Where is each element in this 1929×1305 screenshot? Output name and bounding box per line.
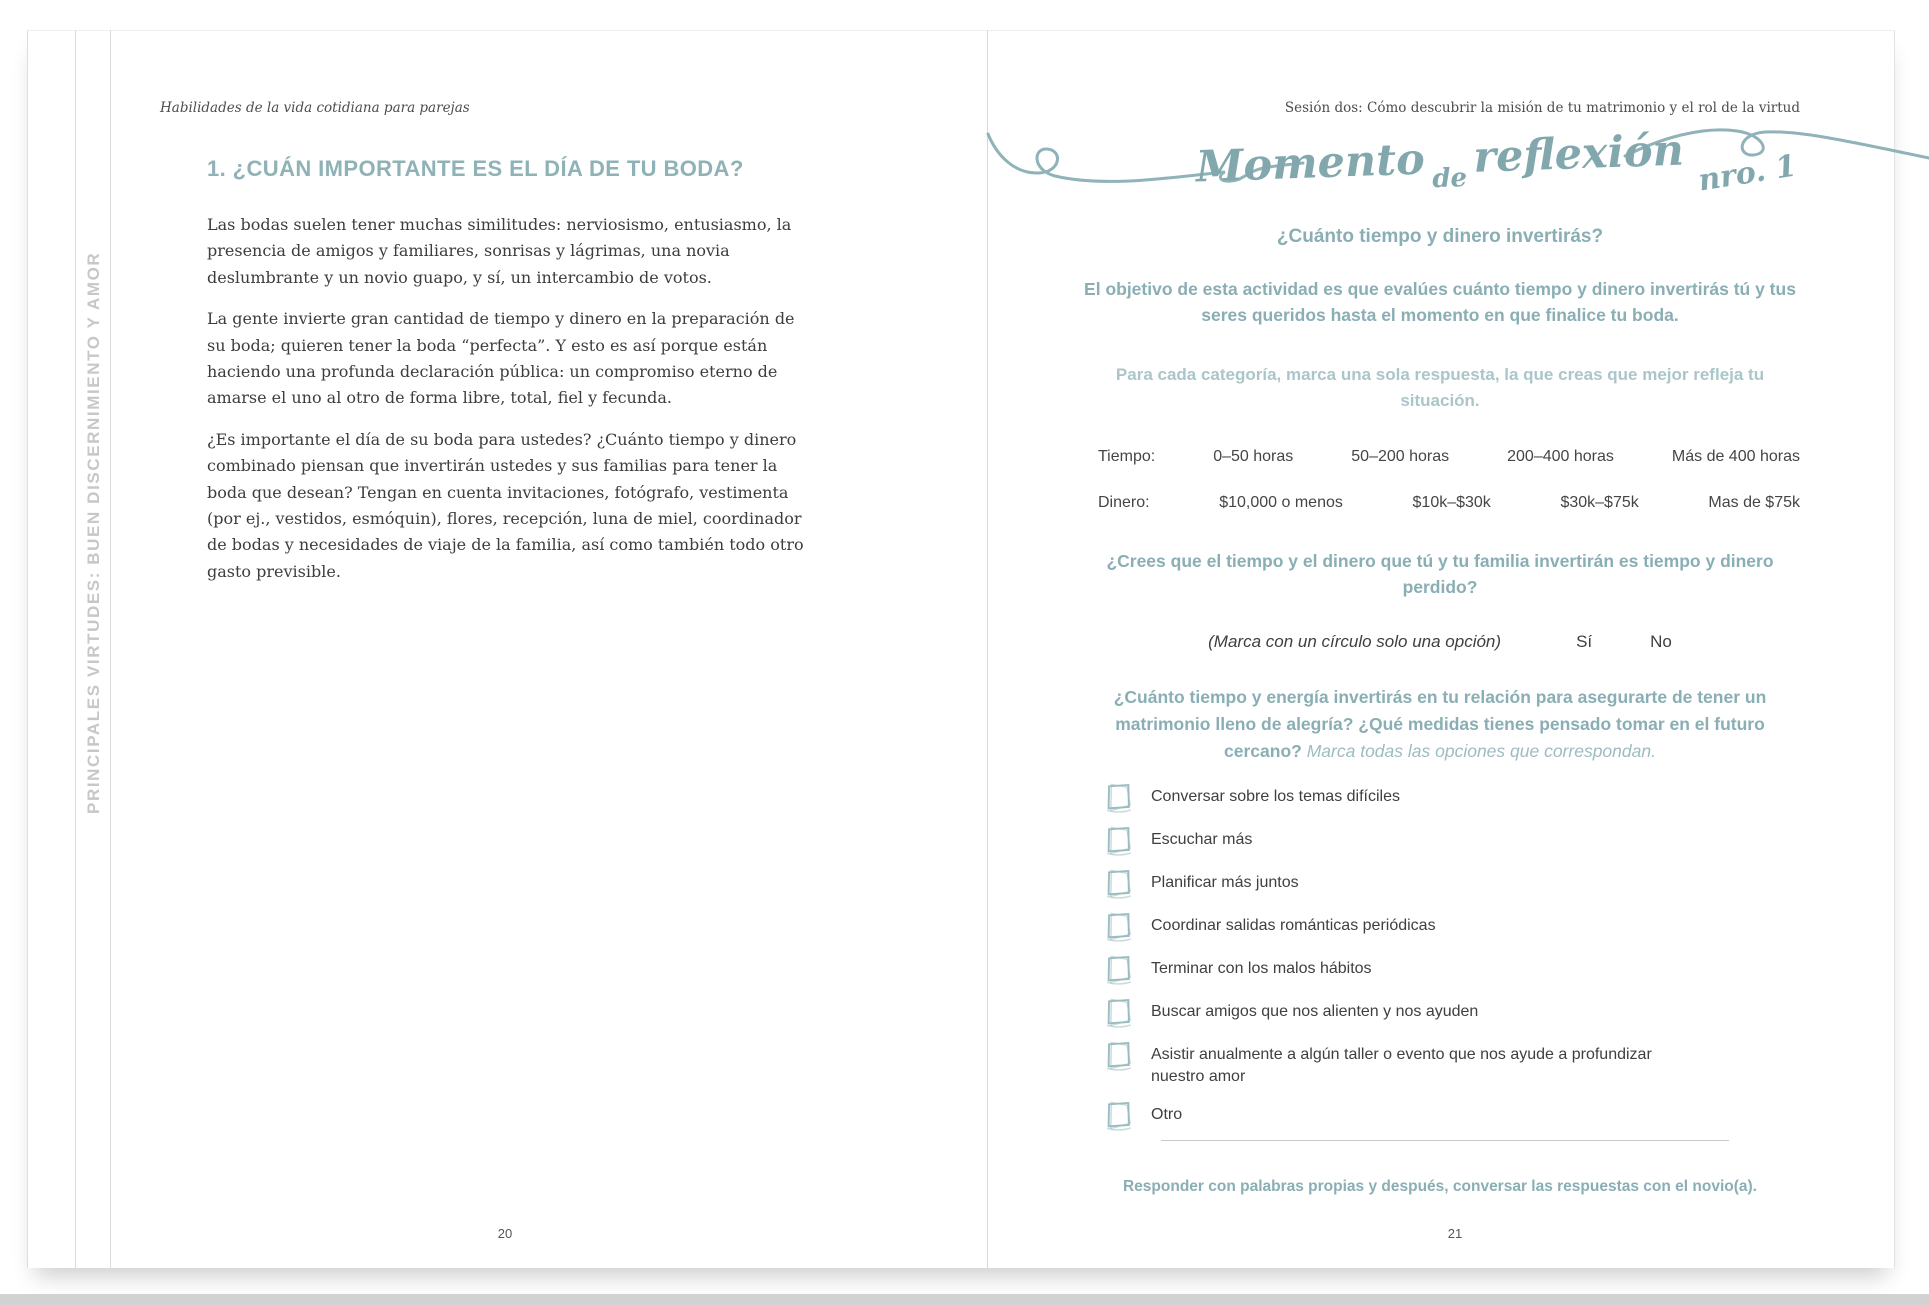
time-options-row — [1098, 448, 1800, 466]
question-time-money-lost: ¿Crees que el tiempo y el dinero que tú y tu familia invertirán es tiempo y dinero perdido? — [1106, 551, 1774, 598]
checklist-label: Asistir anualmente a algún taller o evento que nos ayude a profundizar nuestro amor — [1151, 1046, 1652, 1086]
money-option[interactable]: $10,000 o menos — [1219, 494, 1343, 511]
page-edge-line — [75, 30, 76, 1268]
circle-answer-row — [1100, 632, 1780, 652]
title-word: Momento — [1194, 134, 1426, 193]
time-option[interactable]: 0–50 horas — [1213, 448, 1294, 465]
checkbox-icon[interactable] — [1105, 954, 1132, 986]
checklist-item — [1105, 868, 1805, 900]
activity-subtitle: ¿Cuánto tiempo y dinero invertirás? — [1276, 226, 1604, 247]
time-option[interactable]: Más de 400 horas — [1671, 448, 1800, 465]
checkbox-icon[interactable] — [1105, 1100, 1132, 1132]
paragraph: ¿Es importante el día de su boda para ustedes? ¿Cuánto tiempo y dinero combinado piensan que invertirán ustedes y sus familias para tener la boda que desean? Tengan en cuenta invitaciones, fotógrafo, vestimenta (por ej., vestidos, esmóquin), flores, recepción, luna de miel, coordinador de bodas y necesidades de viaje de la familia, así como también todo otro gasto previsible. — [207, 429, 804, 581]
yes-option[interactable]: Sí — [1576, 632, 1593, 651]
time-option[interactable]: 50–200 horas — [1351, 448, 1450, 465]
left-running-header: Habilidades de la vida cotidiana para parejas — [160, 100, 470, 116]
checklist-label: Buscar amigos que nos alienten y nos ayuden — [1151, 1003, 1479, 1020]
checklist-item — [1105, 954, 1805, 986]
right-running-header: Sesión dos: Cómo descubrir la misión de tu matrimonio y el rol de la virtud — [1284, 100, 1800, 116]
otro-blank-line[interactable] — [1161, 1138, 1729, 1141]
checkbox-icon[interactable] — [1105, 997, 1132, 1029]
checklist-label: Planificar más juntos — [1151, 874, 1299, 891]
money-options-row — [1098, 494, 1800, 512]
checkbox-icon[interactable] — [1105, 911, 1132, 943]
checklist-item — [1105, 997, 1805, 1029]
checkbox-icon[interactable] — [1105, 1040, 1132, 1072]
left-margin-vertical-title: PRINCIPALES VIRTUDES: BUEN DISCERNIMIENTO Y AMOR — [84, 251, 103, 814]
title-word: de — [1431, 163, 1468, 195]
title-word: reflexión — [1472, 125, 1685, 183]
money-option[interactable]: $10k–$30k — [1412, 494, 1491, 511]
checklist-item — [1105, 825, 1805, 857]
checkbox-icon[interactable] — [1105, 868, 1132, 900]
money-option[interactable]: $30k–$75k — [1560, 494, 1639, 511]
checklist-item-otro — [1105, 1100, 1805, 1149]
paragraph: La gente invierte gran cantidad de tiempo y dinero en la preparación de su boda; quieren tener la boda “perfecta”. Y esto es así porque están haciendo una profunda declaración pública: un compromiso eterno de amarse el uno al otro de forma libre, total, fiel y fecunda. — [207, 309, 795, 408]
bottom-strip — [0, 1294, 1929, 1305]
paragraph: Las bodas suelen tener muchas similitudes: nerviosismo, entusiasmo, la presencia de amigos y familiares, sonrisas y lágrimas, una novia deslumbrante y un novio guapo, y sí, un intercambio de votos. — [207, 215, 792, 287]
activity-instruction: Para cada categoría, marca una sola respuesta, la que creas que mejor refleja tu situación. — [1115, 365, 1765, 410]
left-page-number: 20 — [497, 1226, 513, 1241]
checklist-item — [1105, 782, 1805, 814]
footer-note: Responder con palabras propias y después, conversar las respuestas con el novio(a). — [1122, 1178, 1757, 1195]
circle-instruction: (Marca con un círculo solo una opción) — [1208, 632, 1502, 651]
checkbox-icon[interactable] — [1105, 825, 1132, 857]
checklist-label: Conversar sobre los temas difíciles — [1151, 788, 1400, 805]
otro-label: Otro — [1151, 1105, 1183, 1123]
left-body-text — [207, 212, 815, 600]
right-page-number: 21 — [1447, 1226, 1463, 1241]
checklist-item — [1105, 911, 1805, 943]
section-title: 1. ¿CUÁN IMPORTANTE ES EL DÍA DE TU BODA? — [207, 156, 744, 181]
question-energy — [1082, 684, 1798, 765]
time-option[interactable]: 200–400 horas — [1507, 448, 1614, 465]
money-label: Dinero: — [1098, 494, 1150, 511]
checklist-label: Coordinar salidas románticas periódicas — [1151, 917, 1436, 934]
question-energy-note: Marca todas las opciones que correspondan. — [1306, 741, 1656, 762]
checkbox-icon[interactable] — [1105, 782, 1132, 814]
time-label: Tiempo: — [1098, 448, 1156, 465]
checklist-label: Terminar con los malos hábitos — [1151, 960, 1372, 977]
checklist-item — [1105, 1040, 1805, 1089]
no-option[interactable]: No — [1650, 632, 1672, 651]
activity-objective: El objetivo de esta actividad es que evalúes cuánto tiempo y dinero invertirás tú y tus seres queridos hasta el momento en que finalice tu boda. — [1084, 279, 1796, 326]
checklist — [1105, 782, 1805, 1160]
reflection-number: nro. 1 — [1695, 148, 1800, 199]
checklist-label — [1151, 1100, 1709, 1149]
money-option[interactable]: Mas de $75k — [1708, 494, 1800, 511]
checklist-label: Escuchar más — [1151, 831, 1253, 848]
question-energy-text: ¿Cuánto tiempo y energía invertirás en tu relación para asegurarte de tener un matrimonio lleno de alegría? ¿Qué medidas tienes pensado tomar en el futuro cercano? — [1113, 687, 1767, 762]
